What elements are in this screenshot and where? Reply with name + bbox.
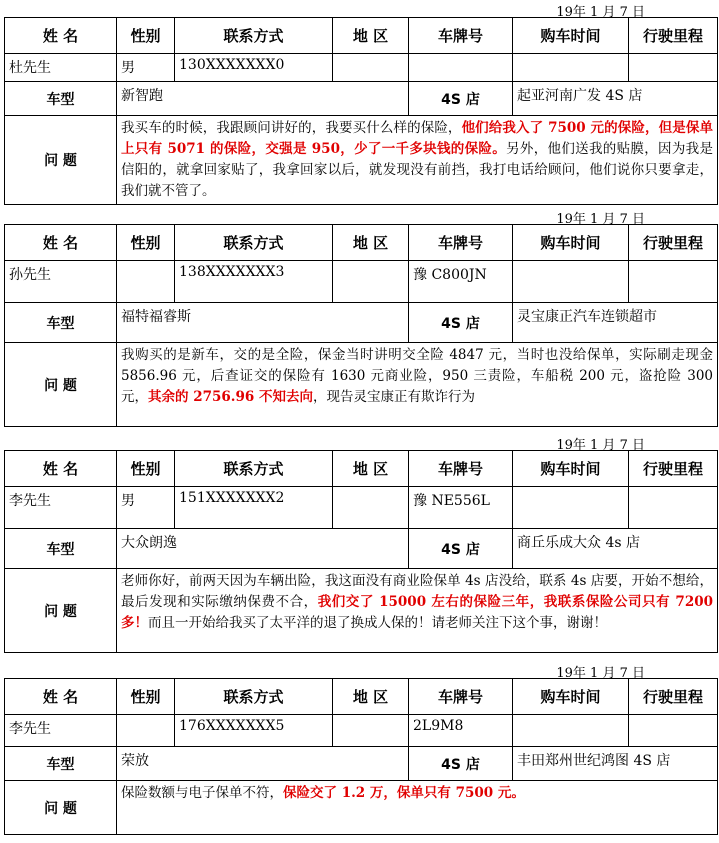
customer-phone: 138XXXXXXX3 — [175, 261, 333, 303]
header-plate: 车牌号 — [409, 18, 513, 54]
header-name: 姓 名 — [5, 451, 117, 487]
header-contact: 联系方式 — [175, 679, 333, 715]
customer-region — [333, 487, 409, 529]
header-buy-time: 购车时间 — [513, 225, 629, 261]
model-label: 车型 — [5, 747, 117, 781]
header-mileage: 行驶里程 — [629, 18, 718, 54]
purchase-time — [513, 54, 629, 82]
date-rest: 年 1 月 7 日 — [572, 212, 645, 227]
customer-gender — [117, 261, 175, 303]
customer-name: 孙先生 — [5, 261, 117, 303]
complaint-record — [4, 207, 717, 427]
date-year: 19 — [556, 212, 573, 227]
vehicle-row — [5, 529, 718, 569]
header-region: 地 区 — [333, 225, 409, 261]
issue-text-part: 而且一开始给我买了太平洋的退了换成人保的！请老师关注下这个事，谢谢！ — [148, 615, 607, 631]
date-year: 19 — [556, 438, 573, 453]
issue-text — [117, 343, 718, 427]
customer-gender — [117, 715, 175, 747]
date-year: 19 — [556, 5, 573, 20]
plate-number: 豫 C800JN — [409, 261, 513, 303]
model-label: 车型 — [5, 82, 117, 116]
header-mileage: 行驶里程 — [629, 225, 718, 261]
issue-row — [5, 781, 718, 835]
header-name: 姓 名 — [5, 679, 117, 715]
customer-name: 李先生 — [5, 715, 117, 747]
customer-gender: 男 — [117, 54, 175, 82]
header-contact: 联系方式 — [175, 18, 333, 54]
header-gender: 性别 — [117, 679, 175, 715]
header-row — [5, 18, 718, 54]
date-rest: 年 1 月 7 日 — [572, 666, 645, 681]
mileage-value — [629, 487, 718, 529]
header-plate: 车牌号 — [409, 225, 513, 261]
header-plate: 车牌号 — [409, 679, 513, 715]
header-row — [5, 225, 718, 261]
issue-highlight: 其余的 2756.96 不知去向 — [148, 389, 313, 405]
dealer-label: 4S 店 — [409, 303, 513, 343]
record-date — [4, 433, 717, 453]
header-buy-time: 购车时间 — [513, 451, 629, 487]
plate-number: 豫 NE556L — [409, 487, 513, 529]
vehicle-row — [5, 303, 718, 343]
header-region: 地 区 — [333, 451, 409, 487]
issue-text-part: 我买车的时候，我跟顾问讲好的，我要买什么样的保险， — [121, 120, 462, 136]
header-buy-time: 购车时间 — [513, 18, 629, 54]
plate-number: 2L9M8 — [409, 715, 513, 747]
customer-region — [333, 715, 409, 747]
issue-text-part: 保险数额与电子保单不符， — [121, 785, 283, 801]
header-gender: 性别 — [117, 18, 175, 54]
record-table — [4, 224, 718, 427]
issue-text — [117, 569, 718, 653]
customer-phone: 176XXXXXXX5 — [175, 715, 333, 747]
issue-label: 问 题 — [5, 781, 117, 835]
issue-row — [5, 116, 718, 205]
dealer-label: 4S 店 — [409, 82, 513, 116]
issue-highlight: 保险交了 1.2 万，保单只有 7500 元。 — [283, 785, 525, 801]
record-table — [4, 450, 718, 653]
record-table — [4, 17, 718, 205]
customer-name: 李先生 — [5, 487, 117, 529]
header-plate: 车牌号 — [409, 451, 513, 487]
issue-text-part: 另外，他们送我的贴膜，因为我是信阳的，就拿回家贴了，我拿回家以后，就发现没有前挡，我打电话给顾问，他们说你只要拿走，我们就不管了。 — [121, 141, 714, 199]
issue-label: 问 题 — [5, 343, 117, 427]
customer-name: 杜先生 — [5, 54, 117, 82]
header-gender: 性别 — [117, 225, 175, 261]
mileage-value — [629, 261, 718, 303]
header-contact: 联系方式 — [175, 225, 333, 261]
header-buy-time: 购车时间 — [513, 679, 629, 715]
date-year: 19 — [556, 666, 573, 681]
complaint-record — [4, 433, 717, 653]
dealer-value: 起亚河南广发 4S 店 — [513, 82, 718, 116]
model-label: 车型 — [5, 303, 117, 343]
issue-row — [5, 343, 718, 427]
dealer-label: 4S 店 — [409, 747, 513, 781]
info-row — [5, 261, 718, 303]
issue-label: 问 题 — [5, 116, 117, 205]
vehicle-row — [5, 82, 718, 116]
issue-label: 问 题 — [5, 569, 117, 653]
issue-text-part: 我购买的是新车，交的是全险，保金当时讲明交全险 4847 元，当时也没给保单，实际刷走现金 5856.96 元，后查证交的保险有 1630 元商业险，950 三责险，车船税 200 元，盗抢险 300 元， — [121, 347, 713, 405]
header-region: 地 区 — [333, 18, 409, 54]
model-value: 荣放 — [117, 747, 409, 781]
issue-text — [117, 781, 718, 835]
model-value: 新智跑 — [117, 82, 409, 116]
header-region: 地 区 — [333, 679, 409, 715]
record-date — [4, 0, 717, 20]
date-rest: 年 1 月 7 日 — [572, 438, 645, 453]
issue-highlight: 我们交了 15000 左右的保险三年，我联系保险公司只有 7200 多！ — [121, 594, 714, 631]
complaint-record — [4, 0, 717, 205]
mileage-value — [629, 54, 718, 82]
header-mileage: 行驶里程 — [629, 679, 718, 715]
record-date — [4, 207, 717, 227]
purchase-time — [513, 715, 629, 747]
dealer-value: 丰田郑州世纪鸿图 4S 店 — [513, 747, 718, 781]
issue-row — [5, 569, 718, 653]
info-row — [5, 54, 718, 82]
vehicle-row — [5, 747, 718, 781]
customer-phone: 130XXXXXXX0 — [175, 54, 333, 82]
info-row — [5, 715, 718, 747]
header-contact: 联系方式 — [175, 451, 333, 487]
header-mileage: 行驶里程 — [629, 451, 718, 487]
issue-text-part: 老师你好，前两天因为车辆出险，我这面没有商业险保单 4s 店没给，联系 4s 店要，开始不想给，最后发现和实际缴纳保费不合， — [121, 573, 713, 610]
dealer-label: 4S 店 — [409, 529, 513, 569]
customer-region — [333, 261, 409, 303]
dealer-value: 商丘乐成大众 4s 店 — [513, 529, 718, 569]
header-gender: 性别 — [117, 451, 175, 487]
plate-number — [409, 54, 513, 82]
dealer-value: 灵宝康正汽车连锁超市 — [513, 303, 718, 343]
customer-region — [333, 54, 409, 82]
model-label: 车型 — [5, 529, 117, 569]
info-row — [5, 487, 718, 529]
issue-text-part: ，现告灵宝康正有欺诈行为 — [312, 389, 475, 405]
record-table — [4, 678, 718, 835]
purchase-time — [513, 487, 629, 529]
customer-gender: 男 — [117, 487, 175, 529]
header-name: 姓 名 — [5, 18, 117, 54]
issue-highlight: 他们给我入了 7500 元的保险，但是保单上只有 5071 的保险，交强是 950，少了一千多块钱的保险。 — [121, 120, 713, 157]
record-date — [4, 661, 717, 681]
date-rest: 年 1 月 7 日 — [572, 5, 645, 20]
model-value: 大众朗逸 — [117, 529, 409, 569]
header-name: 姓 名 — [5, 225, 117, 261]
purchase-time — [513, 261, 629, 303]
complaint-record — [4, 661, 717, 835]
customer-phone: 151XXXXXXX2 — [175, 487, 333, 529]
model-value: 福特福睿斯 — [117, 303, 409, 343]
mileage-value — [629, 715, 718, 747]
issue-text — [117, 116, 718, 205]
header-row — [5, 451, 718, 487]
header-row — [5, 679, 718, 715]
